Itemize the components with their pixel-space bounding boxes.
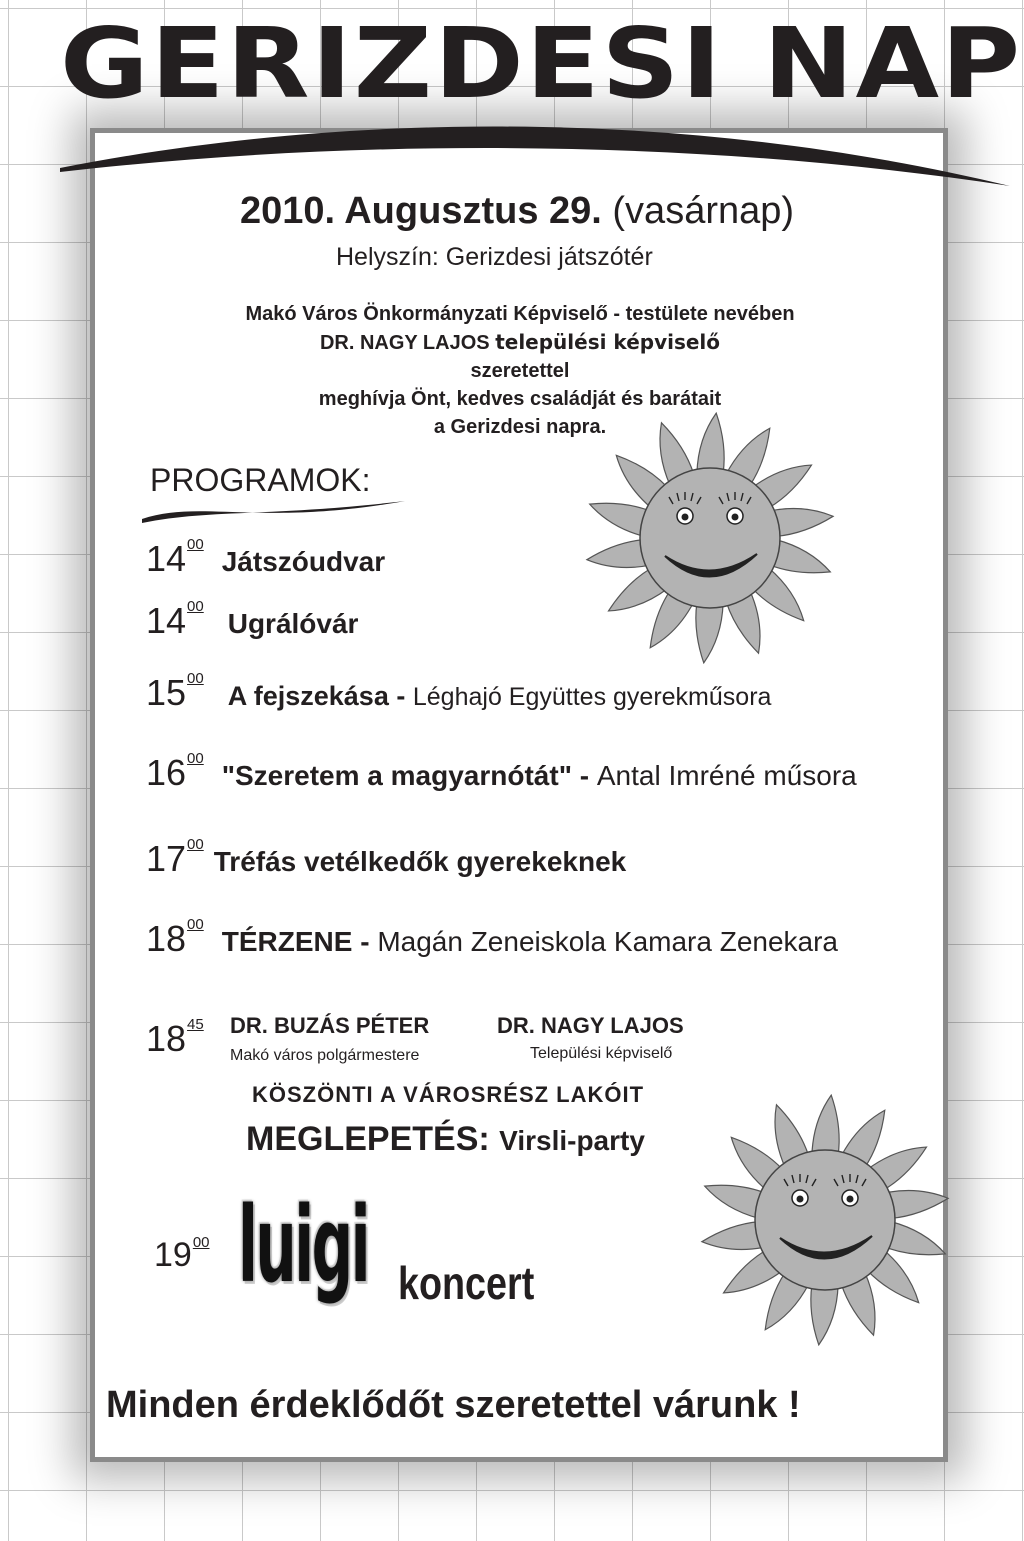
- surprise-text: Virsli-party: [499, 1125, 645, 1156]
- program-time: $17^{00}$: [146, 836, 204, 879]
- event-location: Helyszín: Gerizdesi játszótér: [336, 243, 653, 271]
- smiling-sun-icon-2: [700, 1090, 950, 1355]
- surprise-label: MEGLEPETÉS:: [246, 1120, 490, 1158]
- program-item: [146, 918, 838, 960]
- surprise-line: [246, 1120, 645, 1159]
- welcome-person-2: DR. NAGY LAJOS: [497, 1013, 684, 1038]
- welcome-person-2-role: Települési képviselő: [530, 1045, 673, 1062]
- invitation-host-name: DR. NAGY LAJOS: [319, 332, 490, 354]
- program-time: $15^{00}$: [146, 670, 204, 713]
- program-title: "Szeretem a magyarnótát" - Antal Imréné műsora: [221, 760, 857, 791]
- program-time: $18^{00}$: [146, 916, 204, 959]
- sun-ray: [811, 1285, 838, 1345]
- event-day: (vasárnap): [612, 190, 795, 232]
- programs-heading: PROGRAMOK:: [150, 462, 371, 498]
- band-logo: luigi: [238, 1184, 369, 1306]
- welcome-time: [146, 1018, 204, 1060]
- program-item: [146, 752, 857, 794]
- invitation-line-4: meghívja Önt, kedves családját és barátait: [318, 388, 722, 410]
- program-time: $16^{00}$: [146, 750, 204, 793]
- program-title: A fejszekása - Léghajó Együttes gyerekműsora: [227, 681, 772, 711]
- invitation-host-title: települési képviselő: [495, 330, 721, 354]
- welcome-person-1-role: Makó város polgármestere: [230, 1047, 420, 1064]
- program-title: Tréfás vetélkedők gyerekeknek: [213, 846, 627, 877]
- sun-ray: [812, 1095, 839, 1155]
- closing-text: Minden érdeklődőt szeretettel várunk !: [106, 1384, 801, 1426]
- program-title: Játszóudvar: [221, 546, 386, 577]
- sun-ray: [696, 603, 723, 663]
- invitation-line-1: Makó Város Önkormányzati Képviselő - testülete nevében: [245, 303, 795, 325]
- invitation-line-2: [150, 328, 890, 357]
- invitation-line-5: a Gerizdesi napra.: [433, 416, 607, 438]
- program-item: [146, 838, 626, 880]
- sun-ray: [697, 413, 724, 473]
- program-title: Ugrálóvár: [227, 608, 359, 639]
- concert-time: $19^{00}$: [154, 1234, 210, 1274]
- welcome-line: KÖSZÖNTI A VÁROSRÉSZ LAKÓIT: [252, 1082, 645, 1107]
- program-item: [146, 672, 771, 714]
- poster-title: GERIZDESI NAP: [60, 7, 1023, 121]
- invitation-line-3: szeretettel: [470, 360, 570, 382]
- programs-underline: [140, 497, 410, 527]
- program-time: $14^{00}$: [146, 598, 204, 641]
- concert-text: koncert: [398, 1257, 535, 1309]
- program-item: [146, 538, 385, 580]
- program-time: $14^{00}$: [146, 536, 204, 579]
- program-title: TÉRZENE - Magán Zeneiskola Kamara Zenekara: [221, 926, 838, 957]
- program-time: $18^{45}$: [146, 1016, 204, 1059]
- event-date: [240, 190, 794, 233]
- title-swoosh: [55, 120, 1015, 190]
- welcome-person-1: DR. BUZÁS PÉTER: [230, 1013, 430, 1038]
- event-date-text: 2010. Augusztus 29.: [240, 190, 602, 232]
- program-item: [146, 600, 358, 642]
- smiling-sun-icon: [585, 408, 835, 673]
